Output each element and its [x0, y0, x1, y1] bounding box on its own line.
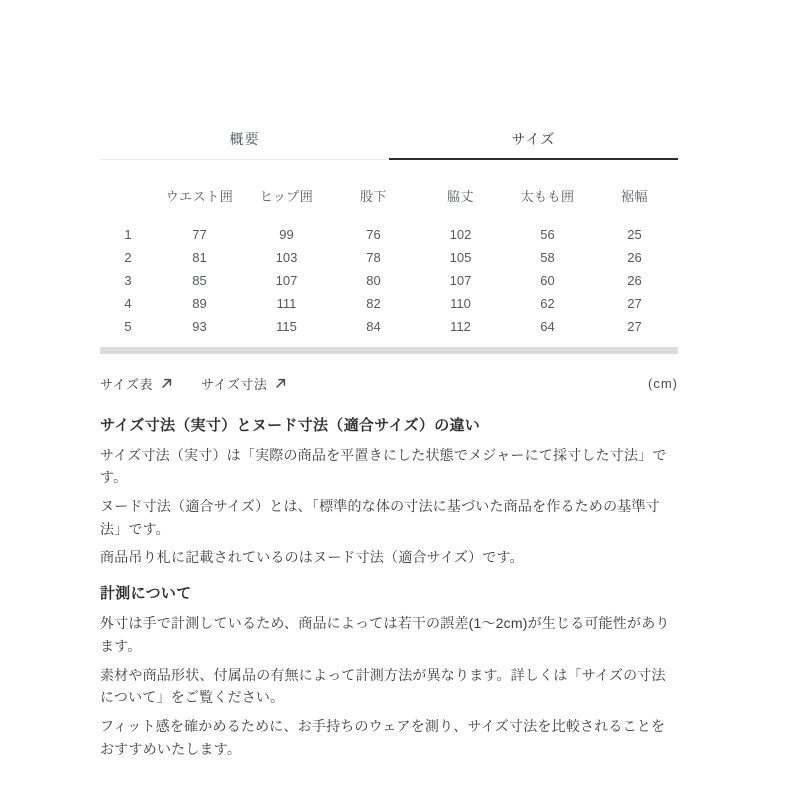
tab-bar: [100, 118, 678, 160]
row-size-label: 4: [124, 295, 132, 311]
section-paragraph: 商品吊り札に記載されているのはヌード寸法（適合サイズ）です。: [100, 549, 524, 566]
section-paragraph: 素材や商品形状、付属品の有無によって計測方法が異なります。詳しくは「サイズの寸法について」をご覧ください。: [100, 666, 666, 706]
cell-value: 81: [192, 249, 207, 265]
row-size-label: 3: [124, 272, 132, 288]
size-panel: [100, 118, 678, 766]
section-paragraph: フィット感を確かめるために、お手持ちのウェアを測り、サイズ寸法を比較されることをおすすめいたします。: [100, 717, 666, 757]
size-table-header-row: [100, 182, 678, 223]
section-paragraph: ヌード寸法（適合サイズ）とは、「標準的な体の寸法に基づいた商品を作るための基準寸法」です。: [100, 498, 660, 537]
cell-value: 78: [366, 249, 381, 265]
cell-value: 56: [540, 226, 555, 242]
section-paragraph: サイズ寸法（実寸）は「実際の商品を平置きにした状態でメジャーにて採寸した寸法」です。: [100, 446, 667, 486]
size-chart-link[interactable]: [100, 374, 173, 393]
table-row: [100, 269, 678, 292]
col-header-hem-width: 裾幅: [620, 188, 648, 204]
size-col-header-blank: [100, 182, 156, 223]
cell-value: 102: [449, 226, 472, 242]
cell-value: 27: [627, 318, 642, 334]
cell-value: 107: [275, 272, 298, 288]
col-header-inseam: 股下: [359, 188, 387, 204]
cell-value: 27: [627, 295, 642, 311]
section-paragraph: 外寸は手で計測しているため、商品によっては若干の誤差(1〜2cm)が生じる可能性があります。: [100, 615, 670, 654]
external-link-icon: [274, 377, 287, 390]
cell-value: 84: [366, 318, 381, 334]
cell-value: 60: [540, 272, 555, 288]
cell-value: 58: [540, 249, 555, 265]
section-about-measurement: [100, 585, 678, 760]
col-header-waist: ウエスト囲: [165, 188, 234, 204]
horizontal-scrollbar[interactable]: [100, 347, 678, 354]
tab-overview[interactable]: 概要: [100, 118, 389, 160]
size-table-container: [100, 182, 678, 354]
cell-value: 26: [627, 272, 642, 288]
external-link-icon: [160, 377, 173, 390]
cell-value: 64: [540, 318, 555, 334]
section-heading: 計測について: [100, 585, 192, 603]
table-row: [100, 315, 678, 338]
col-header-side-length: 脇丈: [446, 188, 474, 204]
section-heading: サイズ寸法（実寸）とヌード寸法（適合サイズ）の違い: [100, 416, 481, 434]
cell-value: 76: [366, 226, 381, 242]
row-size-label: 5: [124, 318, 132, 334]
cell-value: 111: [276, 295, 297, 311]
cell-value: 103: [275, 249, 298, 265]
cell-value: 99: [279, 226, 294, 242]
cell-value: 107: [449, 272, 472, 288]
cell-value: 80: [366, 272, 381, 288]
cell-value: 93: [192, 318, 207, 334]
row-size-label: 2: [124, 249, 132, 265]
size-measurements-link[interactable]: [201, 374, 287, 393]
cell-value: 77: [192, 226, 207, 242]
unit-label: (cm): [648, 375, 678, 391]
cell-value: 25: [627, 226, 642, 242]
size-table: [100, 182, 678, 338]
cell-value: 82: [366, 295, 381, 311]
table-row: [100, 223, 678, 246]
cell-value: 26: [627, 249, 642, 265]
cell-value: 110: [450, 295, 471, 311]
cell-value: 85: [192, 272, 207, 288]
section-size-vs-nude: [100, 417, 678, 569]
cell-value: 112: [450, 318, 471, 334]
table-row: [100, 292, 678, 315]
col-header-hip: ヒップ囲: [259, 188, 314, 204]
tab-size[interactable]: サイズ: [389, 118, 678, 160]
size-measurements-link-label: サイズ寸法: [200, 376, 268, 392]
cell-value: 105: [449, 249, 472, 265]
row-size-label: 1: [124, 226, 132, 242]
size-chart-link-label: サイズ表: [100, 376, 153, 392]
links-row: [100, 374, 678, 393]
table-row: [100, 246, 678, 269]
cell-value: 115: [276, 318, 297, 334]
cell-value: 89: [192, 295, 207, 311]
cell-value: 62: [540, 295, 555, 311]
col-header-thigh: 太もも囲: [520, 188, 575, 204]
